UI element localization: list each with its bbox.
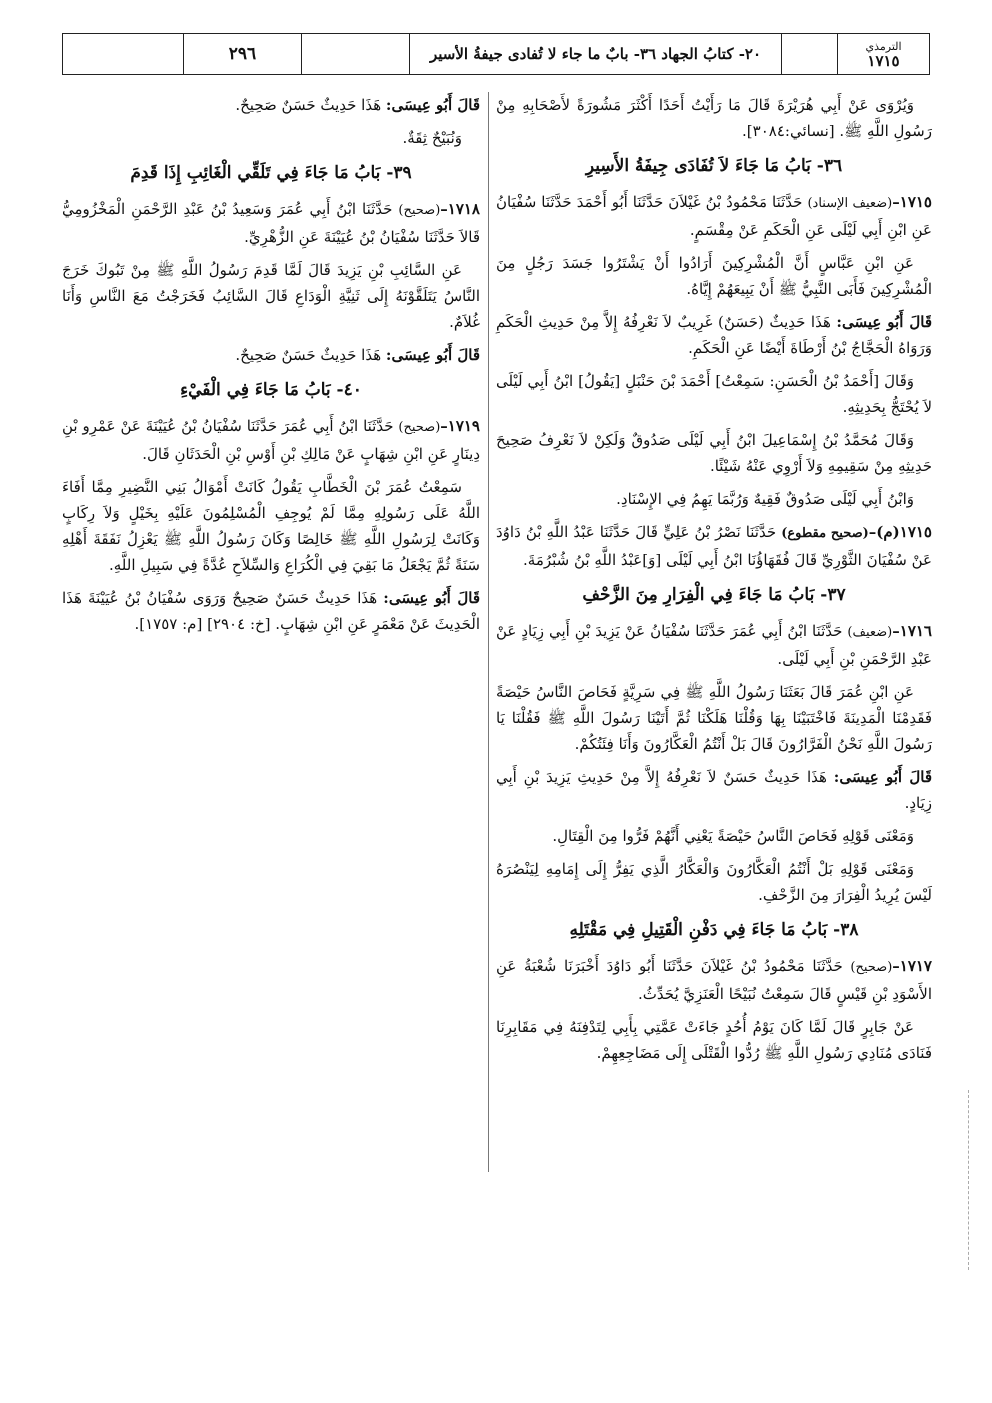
hadith-grade: (صحيح) — [398, 420, 441, 435]
hadith-number: ١٧١٧– — [892, 957, 932, 975]
hadith-grade: (صحيح) — [850, 960, 893, 975]
column-divider — [488, 92, 489, 1172]
hadith-number: ١٧١٨– — [440, 200, 480, 218]
header-cell-empty — [781, 34, 837, 74]
paragraph: وَابْنُ أَبِي لَيْلَى صَدُوقٌ فَقِيهٌ وَرُبَّمَا يَهِمُ فِي الإِسْنَادِ. — [616, 490, 914, 508]
page-number: ٢٩٦ — [183, 34, 301, 74]
hadith-grade: (صحيح) — [398, 203, 441, 218]
comment-label: قَالَ أَبُو عِيسَى: — [383, 589, 480, 607]
hadith-chain: حَدَّثَنَا ابْنُ أَبِي عُمَرَ حَدَّثَنَا سُفْيَانُ بْنُ عُيَيْنَةَ عَنْ عَمْرِو بْنِ دِينَارٍ عَنِ ابْنِ شِهَابٍ عَنْ مَالِكِ بْنِ أَوْسِ بْنِ الْحَدَثَانِ قَالَ. — [62, 417, 480, 463]
hadith-chain: حَدَّثَنَا مَحْمُودُ بْنُ غَيْلاَنَ حَدَّثَنَا أَبُو دَاوُدَ أَخْبَرَنَا شُعْبَةُ عَنِ الأَسْوَدِ بْنِ قَيْسٍ قَالَ سَمِعْتُ نُبَيْحًا الْعَنَزِيَّ يُحَدِّثُ. — [496, 957, 932, 1003]
paragraph: سَمِعْتُ عُمَرَ بْنَ الْخَطَّابِ يَقُولُ كَانَتْ أَمْوَالُ بَنِي النَّضِيرِ مِمَّا أَفَاءَ اللَّهُ عَلَى رَسُولِهِ مِمَّا لَمْ يُوجِفِ الْمُسْلِمُونَ عَلَيْهِ بِخَيْلٍ وَلاَ رِكَابٍ وَكَانَتْ لِرَسُولِ اللَّهِ ﷺ خَالِصًا وَكَانَ رَسُولُ اللَّهِ ﷺ يَعْزِلُ نَفَقَةَ أَهْلِهِ سَنَةً ثُمَّ يَجْعَلُ مَا بَقِيَ فِي الْكُرَاعِ وَالسِّلاَحِ عُدَّةً فِي سَبِيلِ اللَّهِ. — [62, 478, 480, 574]
hadith-number: ١٧١٥(م)– — [868, 523, 932, 541]
hadith-grade: (صحيح مقطوع) — [781, 526, 869, 541]
hadith-number: ١٧١٥– — [892, 193, 932, 211]
header-cell-empty — [301, 34, 409, 74]
hadith-1715 — [496, 189, 932, 243]
chapter-heading-36: ٣٦- بَابُ مَا جَاءَ لاَ تُفَادَى جِيفَةُ الأَسِيرِ — [585, 156, 843, 176]
comment-label: قَالَ أَبُو عِيسَى: — [836, 313, 932, 331]
comment-label: قَالَ أَبُو عِيسَى: — [385, 346, 480, 364]
page-edge-mark — [968, 1090, 969, 1270]
abu-isa-comment — [62, 92, 480, 118]
hadith-1719 — [62, 413, 480, 467]
chapter-heading-40: ٤٠- بَابُ مَا جَاءَ فِي الْفَيْءِ — [180, 380, 362, 400]
hadith-number: ١٧١٦– — [892, 622, 932, 640]
hadith-number: ١٧١٩– — [440, 417, 480, 435]
hadith-grade: (ضعيف الإسناد) — [807, 196, 893, 211]
paragraph: وَنُبَيْحٌ ثِقَةٌ. — [402, 129, 462, 147]
hadith-1717 — [496, 953, 932, 1007]
comment-text: هَذَا حَدِيثٌ حَسَنٌ صَحِيحٌ وَرَوَى سُفْيَانُ بْنُ عُيَيْنَةَ هَذَا الْحَدِيثَ عَنْ مَعْمَرٍ عَنِ ابْنِ شِهَابٍ. [خ: ٢٩٠٤] [م: ١٧٥٧]. — [62, 589, 480, 633]
header-cell-empty — [63, 34, 183, 74]
paragraph: وَمَعْنَى قَوْلِهِ فَحَاصَ النَّاسُ حَيْصَةً يَعْنِي أَنَّهُمْ فَرُّوا مِنَ الْقِتَالِ. — [552, 827, 914, 845]
book-number: ١٧١٥ — [867, 52, 900, 70]
hadith-chain: حَدَّثَنَا مَحْمُودُ بْنُ غَيْلاَنَ حَدَّثَنَا أَبُو أَحْمَدَ حَدَّثَنَا سُفْيَانُ عَنِ ابْنِ أَبِي لَيْلَى عَنِ الْحَكَمِ عَنْ مِقْسَمٍ. — [496, 193, 932, 239]
left-column — [62, 92, 480, 644]
hadith-1718 — [62, 196, 480, 250]
comment-label: قَالَ أَبُو عِيسَى: — [833, 768, 932, 786]
comment-text: هَذَا حَدِيثٌ (حَسَنٌ) غَرِيبٌ لاَ نَعْرِفُهُ إِلاَّ مِنْ حَدِيثِ الْحَكَمِ وَرَوَاهُ الْحَجَّاجُ بْنُ أَرْطَاةَ أَيْضًا عَنِ الْحَكَمِ. — [496, 313, 932, 357]
paragraph: وَقَالَ مُحَمَّدُ بْنُ إِسْمَاعِيلَ ابْنُ أَبِي لَيْلَى صَدُوقٌ وَلَكِنْ لاَ نَعْرِفُ صَحِيحَ حَدِيثِهِ مِنْ سَقِيمِهِ وَلاَ أَرْوِي عَنْهُ شَيْئًا. — [496, 431, 932, 475]
hadith-chain: حَدَّثَنَا نَصْرُ بْنُ عَلِيٍّ قَالَ حَدَّثَنَا عَبْدُ اللَّهِ بْنُ دَاوُدَ عَنْ سُفْيَانَ الثَّوْرِيِّ قَالَ فُقَهَاؤُنَا ابْنُ أَبِي لَيْلَى [وَ]عَبْدُ اللَّهِ بْنُ شُبْرُمَةَ. — [496, 523, 932, 569]
comment-text: هَذَا حَدِيثٌ حَسَنٌ لاَ نَعْرِفُهُ إِلاَّ مِنْ حَدِيثِ يَزِيدَ بْنِ أَبِي زِيَادٍ. — [496, 768, 932, 812]
comment-text: هَذَا حَدِيثٌ حَسَنٌ صَحِيحٌ. — [235, 96, 382, 114]
paragraph: عَنِ السَّائِبِ بْنِ يَزِيدَ قَالَ لَمَّا قَدِمَ رَسُولُ اللَّهِ ﷺ مِنْ تَبُوكَ خَرَجَ النَّاسُ يَتَلَقَّوْنَهُ إِلَى ثَنِيَّةِ الْوَدَاعِ قَالَ السَّائِبُ فَخَرَجْتُ مَعَ النَّاسِ وَأَنَا غُلاَمٌ. — [62, 261, 480, 331]
abu-isa-comment — [496, 309, 932, 361]
paragraph: عَنِ ابْنِ عُمَرَ قَالَ بَعَثَنَا رَسُولُ اللَّهِ ﷺ فِي سَرِيَّةٍ فَحَاصَ النَّاسُ حَيْصَةً فَقَدِمْنَا الْمَدِينَةَ فَاخْتَبَيْنَا بِهَا وَقُلْنَا هَلَكْنَا ثُمَّ أَتَيْنَا رَسُولَ اللَّهِ ﷺ فَقُلْنَا يَا رَسُولَ اللَّهِ نَحْنُ الْفَرَّارُونَ قَالَ بَلْ أَنْتُمُ الْعَكَّارُونَ وَأَنَا فِئَتُكُمْ. — [496, 683, 932, 753]
book-reference — [837, 34, 929, 74]
right-column — [496, 92, 932, 1073]
paragraph: وَمَعْنَى قَوْلِهِ بَلْ أَنْتُمُ الْعَكَّارُونَ وَالْعَكَّارُ الَّذِي يَفِرُّ إِلَى إِمَامِهِ لِيَنْصُرَهُ لَيْسَ يُرِيدُ الْفِرَارَ مِنَ الزَّحْفِ. — [496, 860, 932, 904]
hadith-1716 — [496, 618, 932, 672]
paragraph: وَقَالَ [أَحْمَدُ بْنُ الْحَسَنِ: سَمِعْتُ] أَحْمَدَ بْنَ حَنْبَلٍ [يَقُولُ] ابْنُ أَبِي لَيْلَى لاَ يُحْتَجُّ بِحَدِيثِهِ. — [496, 372, 932, 416]
paragraph: عَنِ ابْنِ عَبَّاسٍ أَنَّ الْمُشْرِكِينَ أَرَادُوا أَنْ يَشْتَرُوا جَسَدَ رَجُلٍ مِنَ الْمُشْرِكِينَ فَأَبَى النَّبِيُّ ﷺ أَنْ يَبِيعَهُمْ إِيَّاهُ. — [496, 254, 932, 298]
paragraph: وَيُرْوَى عَنْ أَبِي هُرَيْرَةَ قَالَ مَا رَأَيْتُ أَحَدًا أَكْثَرَ مَشُورَةً لأَصْحَابِهِ مِنْ رَسُولِ اللَّهِ ﷺ. [نسائي:٣٠٨٤]. — [496, 96, 932, 140]
hadith-grade: (ضعيف) — [847, 625, 893, 640]
hadith-1715m — [496, 519, 932, 573]
chapter-heading-39: ٣٩- بَابُ مَا جَاءَ فِي تَلَقِّي الْغَائِبِ إِذَا قَدِمَ — [130, 163, 412, 183]
book-label: الترمذي — [865, 40, 902, 53]
comment-text: هَذَا حَدِيثٌ حَسَنٌ صَحِيحٌ. — [235, 346, 382, 364]
chapter-heading-38: ٣٨- بَابُ مَا جَاءَ فِي دَفْنِ الْقَتِيلِ فِي مَقْتَلِهِ — [569, 920, 859, 940]
hadith-chain: حَدَّثَنَا ابْنُ أَبِي عُمَرَ وَسَعِيدُ بْنُ عَبْدِ الرَّحْمَنِ الْمَخْزُومِيُّ قَالاَ حَدَّثَنَا سُفْيَانُ بْنُ عُيَيْنَةَ عَنِ الزُّهْرِيِّ. — [62, 200, 480, 246]
paragraph: عَنْ جَابِرٍ قَالَ لَمَّا كَانَ يَوْمُ أُحُدٍ جَاءَتْ عَمَّتِي بِأَبِي لِتَدْفِنَهُ فِي مَقَابِرِنَا فَنَادَى مُنَادِي رَسُولِ اللَّهِ ﷺ رُدُّوا الْقَتْلَى إِلَى مَضَاجِعِهِمْ. — [496, 1018, 932, 1062]
abu-isa-comment — [62, 342, 480, 368]
page-header — [62, 33, 930, 75]
chapter-title: ٢٠- كتابُ الجهاد ٣٦- بابٌ ما جاء لا تُفادى جيفةُ الأسير — [409, 34, 781, 74]
comment-label: قَالَ أَبُو عِيسَى: — [385, 96, 480, 114]
abu-isa-comment — [62, 585, 480, 637]
chapter-heading-37: ٣٧- بَابُ مَا جَاءَ فِي الْفِرَارِ مِنَ الزَّحْفِ — [582, 585, 846, 605]
hadith-chain: حَدَّثَنَا ابْنُ أَبِي عُمَرَ حَدَّثَنَا سُفْيَانُ عَنْ يَزِيدَ بْنِ أَبِي زِيَادٍ عَنْ عَبْدِ الرَّحْمَنِ بْنِ أَبِي لَيْلَى. — [496, 622, 932, 668]
abu-isa-comment — [496, 764, 932, 816]
